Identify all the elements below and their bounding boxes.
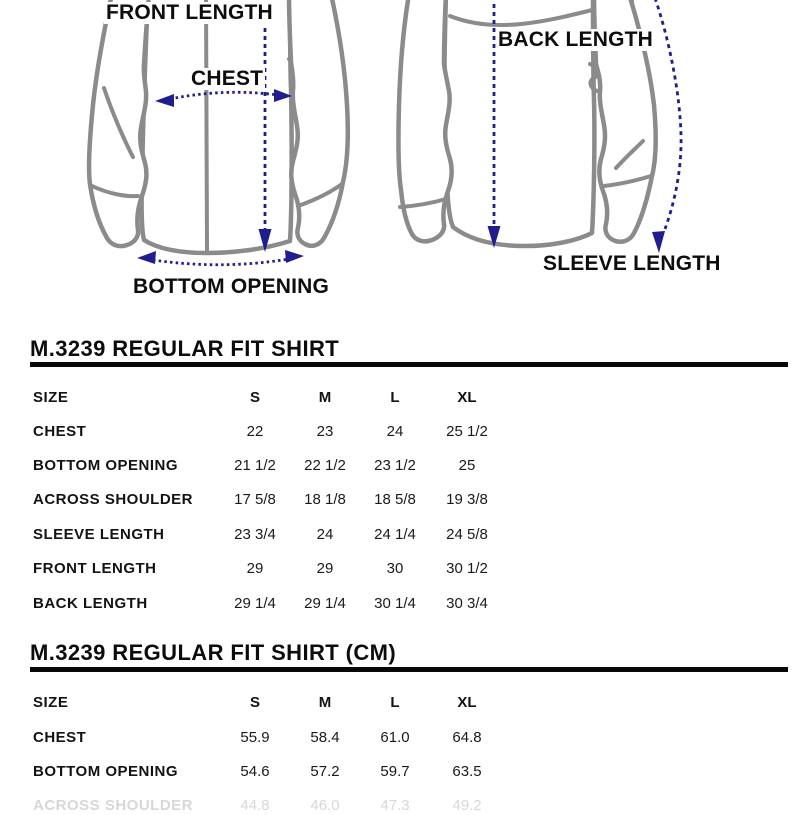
chest-label: CHEST (191, 67, 264, 90)
cell-value: 64.8 (452, 729, 482, 746)
cell-value: 30 3/4 (446, 595, 488, 612)
column-header-l: L (390, 694, 400, 711)
table-row (0, 763, 800, 781)
cell-value: 58.4 (310, 729, 340, 746)
cell-value: 63.5 (452, 763, 482, 780)
table-row (0, 423, 800, 441)
cell-value: 44.8 (240, 797, 270, 814)
row-label: BOTTOM OPENING (33, 763, 179, 780)
table-row (0, 595, 800, 613)
cell-value: 55.9 (240, 729, 270, 746)
shirt-front-diagram (89, 0, 348, 253)
cell-value: 19 3/8 (446, 491, 488, 508)
row-label: BOTTOM OPENING (33, 457, 179, 474)
cell-value: 21 1/2 (234, 457, 276, 474)
cell-value: 18 1/8 (304, 491, 346, 508)
back-length-label: BACK LENGTH (498, 28, 654, 51)
table-row-partial (0, 797, 800, 815)
size-header-label: SIZE (33, 694, 69, 711)
cell-value: 24 (316, 526, 334, 543)
row-label: CHEST (33, 423, 87, 440)
cell-value: 22 1/2 (304, 457, 346, 474)
cell-value: 30 1/4 (374, 595, 416, 612)
cell-value: 47.3 (380, 797, 410, 814)
cell-value: 54.6 (240, 763, 270, 780)
cell-value: 29 1/4 (304, 595, 346, 612)
cell-value: 25 1/2 (446, 423, 488, 440)
cell-value: 23 (316, 423, 334, 440)
cell-value: 49.2 (452, 797, 482, 814)
cell-value: 24 1/4 (374, 526, 416, 543)
table-header-row (0, 694, 800, 712)
column-header-xl: XL (457, 694, 477, 711)
cell-value: 17 5/8 (234, 491, 276, 508)
table-row (0, 457, 800, 475)
cell-value: 29 (246, 560, 264, 577)
cell-value: 30 (386, 560, 404, 577)
column-header-m: M (318, 694, 332, 711)
table-row (0, 526, 800, 544)
size-chart-cm-title: M.3239 REGULAR FIT SHIRT (CM) (30, 640, 397, 665)
cell-value: 46.0 (310, 797, 340, 814)
cell-value: 57.2 (310, 763, 340, 780)
title-underline (30, 667, 788, 672)
front-length-label: FRONT LENGTH (106, 1, 273, 24)
row-label: ACROSS SHOULDER (33, 491, 194, 508)
row-label: ACROSS SHOULDER (33, 797, 194, 814)
title-underline (30, 362, 788, 367)
bottom-opening-label: BOTTOM OPENING (133, 275, 330, 298)
cell-value: 18 5/8 (374, 491, 416, 508)
column-header-m: M (318, 389, 332, 406)
cell-value: 29 1/4 (234, 595, 276, 612)
column-header-l: L (390, 389, 400, 406)
table-row (0, 560, 800, 578)
column-header-xl: XL (457, 389, 477, 406)
table-header-row (0, 389, 800, 407)
sleeve-length-label: SLEEVE LENGTH (543, 252, 721, 275)
cell-value: 22 (246, 423, 264, 440)
cell-value: 24 (386, 423, 404, 440)
cell-value: 23 3/4 (234, 526, 276, 543)
table-row (0, 491, 800, 509)
row-label: FRONT LENGTH (33, 560, 157, 577)
cell-value: 24 5/8 (446, 526, 488, 543)
row-label: BACK LENGTH (33, 595, 148, 612)
row-label: SLEEVE LENGTH (33, 526, 165, 543)
cell-value: 23 1/2 (374, 457, 416, 474)
column-header-s: S (249, 694, 260, 711)
cell-value: 59.7 (380, 763, 410, 780)
size-chart-inches-title: M.3239 REGULAR FIT SHIRT (30, 336, 340, 361)
size-header-label: SIZE (33, 389, 69, 406)
column-header-s: S (249, 389, 260, 406)
cell-value: 25 (458, 457, 476, 474)
row-label: CHEST (33, 729, 87, 746)
cell-value: 29 (316, 560, 334, 577)
table-row (0, 729, 800, 747)
cell-value: 30 1/2 (446, 560, 488, 577)
cell-value: 61.0 (380, 729, 410, 746)
